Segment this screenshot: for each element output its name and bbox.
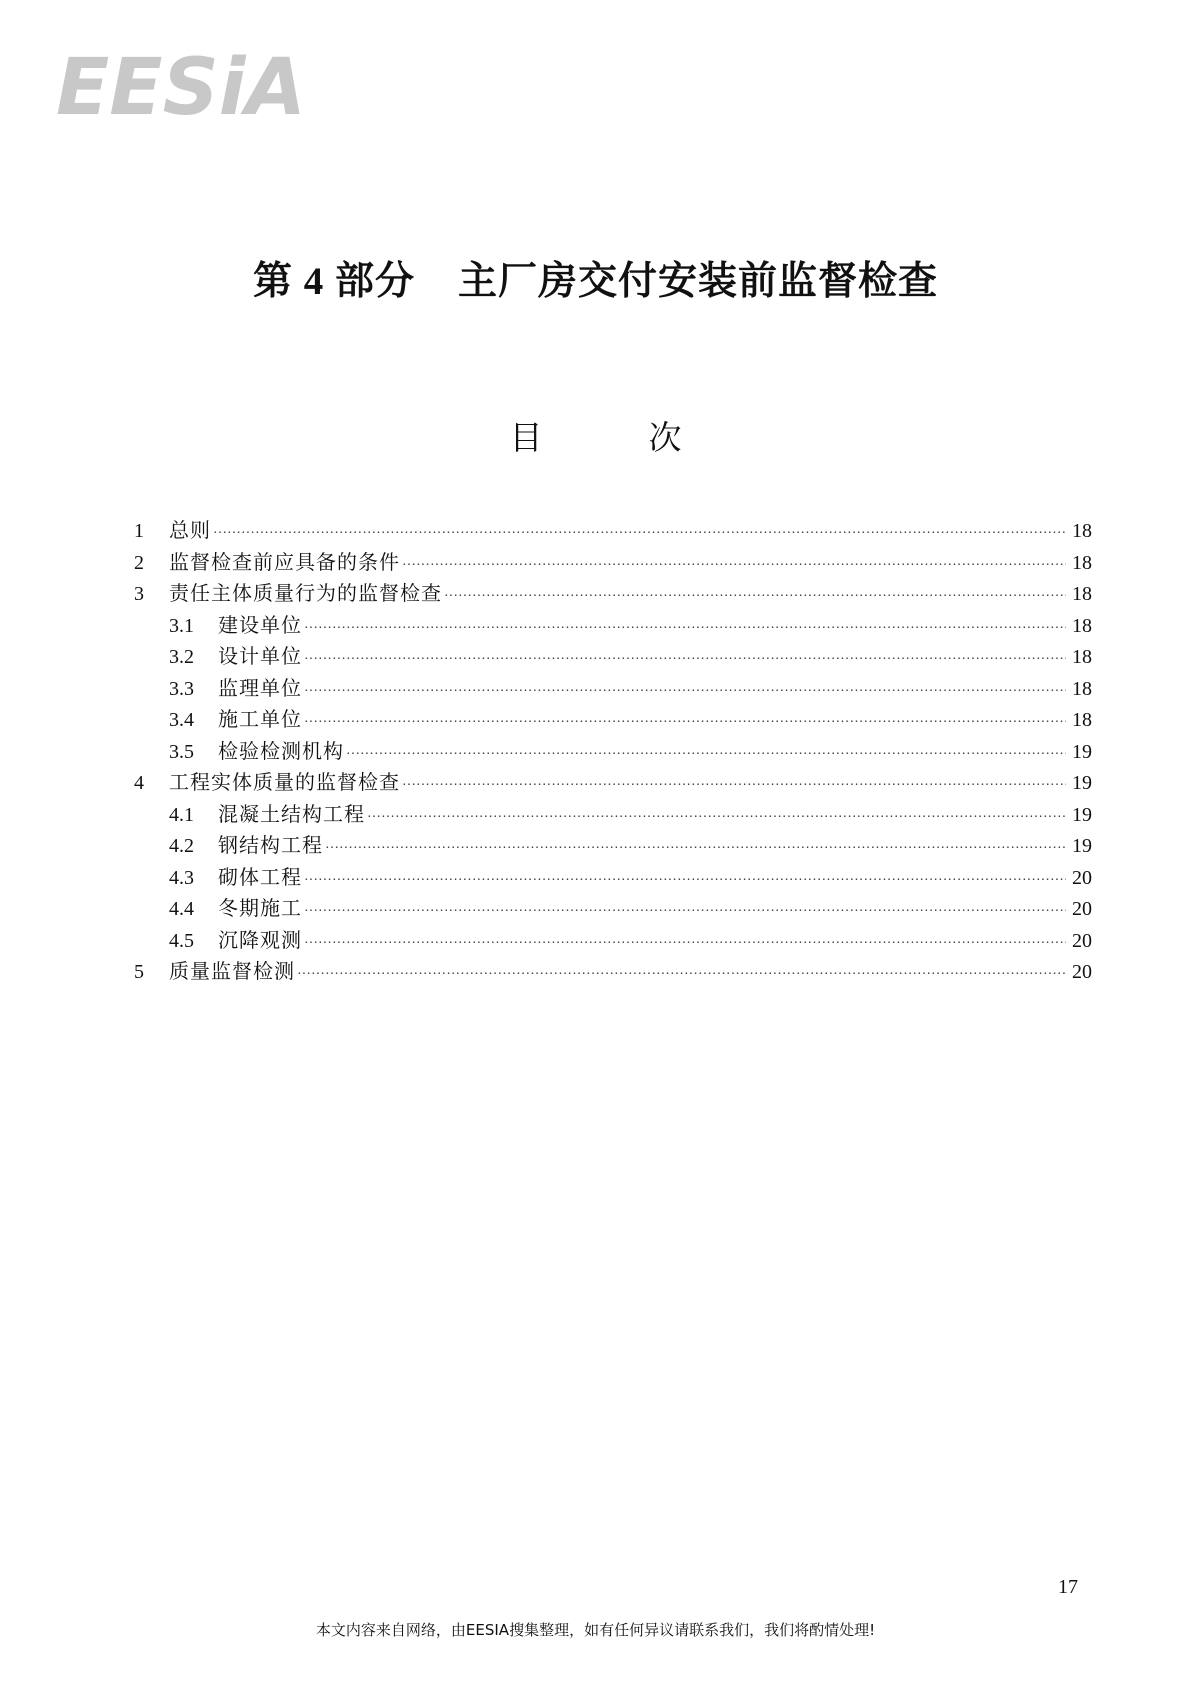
toc-entry-number: 3.1 (169, 614, 194, 637)
toc-entry-title: 监理单位 (218, 677, 302, 700)
toc-dot-leader (304, 678, 1066, 701)
toc-entry-number: 4.4 (169, 898, 194, 920)
toc-entry-page: 18 (1072, 677, 1092, 700)
toc-entry-page: 19 (1072, 835, 1092, 857)
toc-dot-leader (367, 804, 1066, 827)
toc-entry-title: 施工单位 (218, 709, 302, 731)
toc-entry-title: 混凝土结构工程 (218, 803, 365, 826)
toc-entry-page: 18 (1072, 551, 1092, 574)
toc-entry-page: 18 (1072, 614, 1092, 637)
toc-entry-number: 3 (134, 583, 144, 605)
toc-dot-leader (325, 835, 1066, 858)
toc-dot-leader (304, 867, 1066, 890)
eesia-logo (56, 44, 306, 134)
toc-entry-number: 2 (134, 551, 144, 574)
toc-dot-leader (444, 583, 1066, 606)
toc-entry-number: 1 (134, 520, 144, 542)
toc-entry-title: 建设单位 (218, 614, 302, 637)
toc-entry-page: 20 (1072, 898, 1092, 920)
toc-dot-leader (402, 552, 1066, 575)
table-of-contents (134, 514, 1092, 987)
toc-entry-title: 质量监督检测 (169, 961, 295, 983)
toc-entry[interactable] (134, 546, 1092, 578)
toc-heading-left: 目 (509, 421, 543, 457)
toc-entry[interactable] (134, 735, 1092, 767)
toc-dot-leader (402, 772, 1066, 795)
toc-entry[interactable] (134, 577, 1092, 609)
toc-entry-page: 20 (1072, 866, 1092, 889)
toc-entry[interactable] (134, 829, 1092, 861)
toc-entry[interactable] (134, 514, 1092, 546)
toc-entry-number: 4.5 (169, 929, 194, 952)
toc-entry-title: 冬期施工 (218, 898, 302, 920)
toc-entry[interactable] (134, 766, 1092, 798)
toc-entry-title: 总则 (169, 520, 211, 542)
footer-note: 本文内容来自网络，由EESIA搜集整理，如有任何异议请联系我们，我们将酌情处理! (315, 1621, 876, 1639)
toc-entry-page: 19 (1072, 772, 1092, 794)
toc-entry-number: 4 (134, 772, 144, 794)
toc-entry[interactable] (134, 798, 1092, 830)
toc-dot-leader (304, 615, 1066, 638)
toc-dot-leader (304, 709, 1066, 732)
part-title: 第 4 部分 主厂房交付安装前监督检查 (252, 260, 938, 303)
toc-entry-number: 3.4 (169, 709, 194, 731)
logo-text: EESiA (56, 44, 306, 133)
page-number: 17 (1058, 1576, 1078, 1598)
toc-entry-page: 19 (1072, 740, 1092, 763)
toc-dot-leader (213, 520, 1066, 543)
toc-entry-title: 监督检查前应具备的条件 (169, 551, 400, 574)
toc-entry-number: 4.1 (169, 803, 194, 826)
toc-entry[interactable] (134, 892, 1092, 924)
toc-entry-title: 工程实体质量的监督检查 (169, 772, 400, 794)
toc-entry-title: 检验检测机构 (218, 740, 344, 763)
toc-entry[interactable] (134, 703, 1092, 735)
toc-entry-page: 18 (1072, 709, 1092, 731)
toc-entry-number: 4.3 (169, 866, 194, 889)
toc-entry-page: 18 (1072, 520, 1092, 542)
toc-entry-title: 责任主体质量行为的监督检查 (169, 583, 442, 605)
toc-dot-leader (304, 930, 1066, 953)
toc-entry-page: 19 (1072, 803, 1092, 826)
toc-entry[interactable] (134, 640, 1092, 672)
toc-entry-page: 20 (1072, 929, 1092, 952)
toc-entry-number: 5 (134, 961, 144, 983)
toc-entry-page: 18 (1072, 646, 1092, 668)
toc-entry[interactable] (134, 861, 1092, 893)
toc-entry[interactable] (134, 609, 1092, 641)
toc-entry-number: 3.3 (169, 677, 194, 700)
toc-entry-number: 3.2 (169, 646, 194, 668)
toc-dot-leader (297, 961, 1066, 984)
toc-entry[interactable] (134, 672, 1092, 704)
toc-entry-number: 3.5 (169, 740, 194, 763)
toc-entry-page: 18 (1072, 583, 1092, 605)
toc-heading-right: 次 (648, 421, 682, 457)
toc-entry-page: 20 (1072, 961, 1092, 983)
toc-dot-leader (304, 898, 1066, 921)
toc-entry[interactable] (134, 924, 1092, 956)
toc-entry[interactable] (134, 955, 1092, 987)
toc-entry-number: 4.2 (169, 835, 194, 857)
toc-entry-title: 钢结构工程 (218, 835, 323, 857)
toc-entry-title: 设计单位 (218, 646, 302, 668)
toc-entry-title: 砌体工程 (218, 866, 302, 889)
toc-dot-leader (304, 646, 1066, 669)
toc-dot-leader (346, 741, 1066, 764)
toc-entry-title: 沉降观测 (218, 929, 302, 952)
toc-heading (0, 412, 1191, 459)
